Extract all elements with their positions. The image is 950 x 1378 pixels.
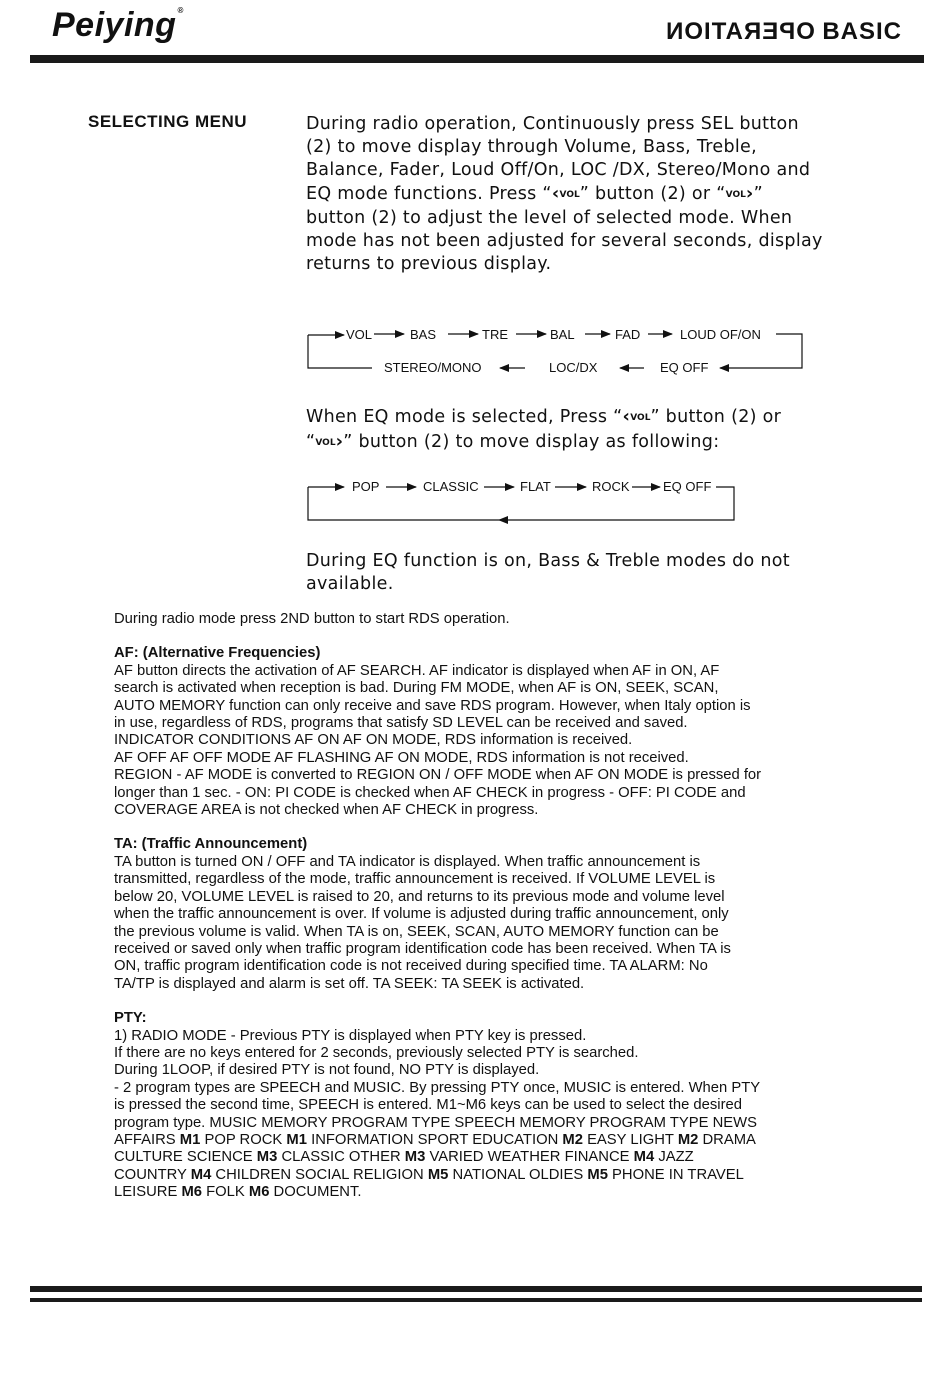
para2-text-a: When EQ mode is selected, Press “	[306, 407, 623, 427]
para2-text-c: ” button (2) to move display as following:	[343, 432, 720, 452]
header-rule	[30, 55, 924, 63]
page-title	[665, 18, 902, 46]
chevron-left-icon: ‹	[551, 183, 560, 204]
af-line: REGION - AF MODE is converted to REGION ON / OFF MODE when AF ON MODE is pressed for	[114, 767, 762, 784]
flow-item-eq-off: EQ OFF	[660, 360, 709, 375]
page-title-basic: BASIC	[822, 18, 902, 45]
af-line: AUTO MEMORY function can only receive and save RDS program. However, when Italy option is	[114, 697, 751, 714]
pty-line: During 1LOOP, if desired PTY is not found, NO PTY is displayed.	[114, 1062, 540, 1079]
ta-line: transmitted, regardless of the mode, traffic announcement is received. If VOLUME LEVEL is	[114, 871, 716, 888]
ta-line: the previous volume is valid. When TA is on, SEEK, SCAN, AUTO MEMORY function can be	[114, 923, 719, 940]
ta-line: TA/TP is displayed and alarm is set off. TA SEEK: TA SEEK is activated.	[114, 975, 585, 992]
flow-item-tre: TRE	[482, 327, 508, 342]
para1-text-b: ” button (2) or “	[579, 184, 726, 204]
brand-name: Peiying	[52, 6, 177, 44]
registered-mark: ®	[177, 6, 184, 15]
pty-line-mixed: AFFAIRS M1 POP ROCK M1 INFORMATION SPORT EDUCATION M2 EASY LIGHT M2 DRAMA	[114, 1131, 756, 1148]
section-label-selecting-menu: SELECTING MENU	[88, 112, 248, 131]
eq-flow-classic: CLASSIC	[423, 479, 479, 494]
ta-line: below 20, VOLUME LEVEL is raised to 20, and returns to its previous mode and volume level	[114, 888, 725, 905]
menu-flow-diagram	[300, 320, 810, 380]
chevron-right-icon: ›	[335, 431, 344, 452]
para2-text-b: ” button (2) or “	[306, 407, 782, 452]
flow-item-fad: FAD	[615, 327, 641, 342]
pty-line-mixed: CULTURE SCIENCE M3 CLASSIC OTHER M3 VARIED WEATHER FINANCE M4 JAZZ	[114, 1149, 694, 1166]
footer-rule-thick	[30, 1286, 922, 1292]
af-line: AF button directs the activation of AF SEARCH. AF indicator is displayed when AF in ON, AF	[114, 662, 720, 679]
pty-line-mixed: COUNTRY M4 CHILDREN SOCIAL RELIGION M5 NATIONAL OLDIES M5 PHONE IN TRAVEL	[114, 1166, 744, 1183]
ta-heading: TA: (Traffic Announcement)	[114, 836, 308, 853]
selecting-menu-paragraph	[306, 113, 826, 276]
rds-intro: During radio mode press 2ND button to start RDS operation.	[114, 611, 510, 627]
pty-line: If there are no keys entered for 2 seconds, previously selected PTY is searched.	[114, 1044, 639, 1061]
af-line: in use, regardless of RDS, programs that satisfy SD LEVEL can be received and saved.	[114, 715, 688, 732]
af-line: longer than 1 sec. - ON: PI CODE is checked when AF CHECK in progress - OFF: PI CODE and	[114, 784, 746, 801]
af-heading: AF: (Alternative Frequencies)	[114, 645, 321, 662]
eq-mode-paragraph	[306, 405, 826, 455]
ta-line: received or saved only when traffic program identification code has been received. When TA is	[114, 940, 731, 957]
chevron-right-icon: ›	[745, 183, 754, 204]
pty-line-mixed: LEISURE M6 FOLK M6 DOCUMENT.	[114, 1184, 362, 1201]
ta-line: TA button is turned ON / OFF and TA indicator is displayed. When traffic announcement is	[114, 853, 701, 870]
pty-line: is pressed the second time, SPEECH is entered. M1~M6 keys can be used to select the desired	[114, 1097, 742, 1114]
vol-label: VOL	[315, 438, 336, 448]
rds-section	[114, 611, 844, 1202]
af-line: AF OFF AF OFF MODE AF FLASHING AF ON MODE, RDS information is not received.	[114, 749, 689, 766]
pty-line: program type. MUSIC MEMORY PROGRAM TYPE SPEECH MEMORY PROGRAM TYPE NEWS	[114, 1114, 757, 1131]
para1-text-c: ” button (2) to adjust the level of selected mode. When mode has not been adjusted for several seconds, display returns to previous display.	[306, 184, 823, 274]
page-title-mirrored: OPERATION	[664, 18, 815, 45]
vol-label: VOL	[559, 190, 580, 200]
eq-flow-flat: FLAT	[520, 479, 551, 494]
ta-line: ON, traffic program identification code is not received during specified time. TA ALARM: No	[114, 958, 708, 975]
eq-note-paragraph: During EQ function is on, Bass & Treble modes do not available.	[306, 551, 790, 594]
eq-flow-eq-off: EQ OFF	[663, 479, 712, 494]
flow-item-loud: LOUD OF/ON	[680, 327, 761, 342]
eq-flow-diagram	[300, 474, 740, 524]
pty-line: - 2 program types are SPEECH and MUSIC. By pressing PTY once, MUSIC is entered. When PTY	[114, 1079, 761, 1096]
pty-line: 1) RADIO MODE - Previous PTY is displayed when PTY key is pressed.	[114, 1027, 587, 1044]
footer-rule-thin	[30, 1298, 922, 1302]
flow-item-vol: VOL	[346, 327, 373, 342]
flow-item-bal: BAL	[550, 327, 575, 342]
brand-logo	[52, 6, 184, 45]
eq-flow-rock: ROCK	[592, 479, 630, 494]
vol-label: VOL	[725, 190, 746, 200]
eq-flow-pop: POP	[352, 479, 380, 494]
flow-item-loc-dx: LOC/DX	[549, 360, 598, 375]
flow-item-stereo-mono: STEREO/MONO	[384, 360, 482, 375]
af-line: COVERAGE AREA is not checked when AF CHECK in progress.	[114, 802, 539, 819]
af-line: search is activated when reception is bad. During FM MODE, when AF is ON, SEEK, SCAN,	[114, 680, 719, 697]
para1-text-a: During radio operation, Continuously press SEL button (2) to move display through Volume, Bass, Treble, Balance, Fader, Loud Off/On, LOC /DX, Stereo/Mono and EQ mode functions. Press “	[306, 114, 811, 204]
ta-line: when the traffic announcement is over. If volume is adjusted during traffic announcement, only	[114, 906, 729, 923]
af-line: INDICATOR CONDITIONS AF ON AF ON MODE, RDS information is received.	[114, 732, 633, 749]
chevron-left-icon: ‹	[622, 406, 631, 427]
vol-label: VOL	[630, 413, 651, 423]
pty-heading: PTY:	[114, 1010, 147, 1027]
flow-item-bas: BAS	[410, 327, 437, 342]
